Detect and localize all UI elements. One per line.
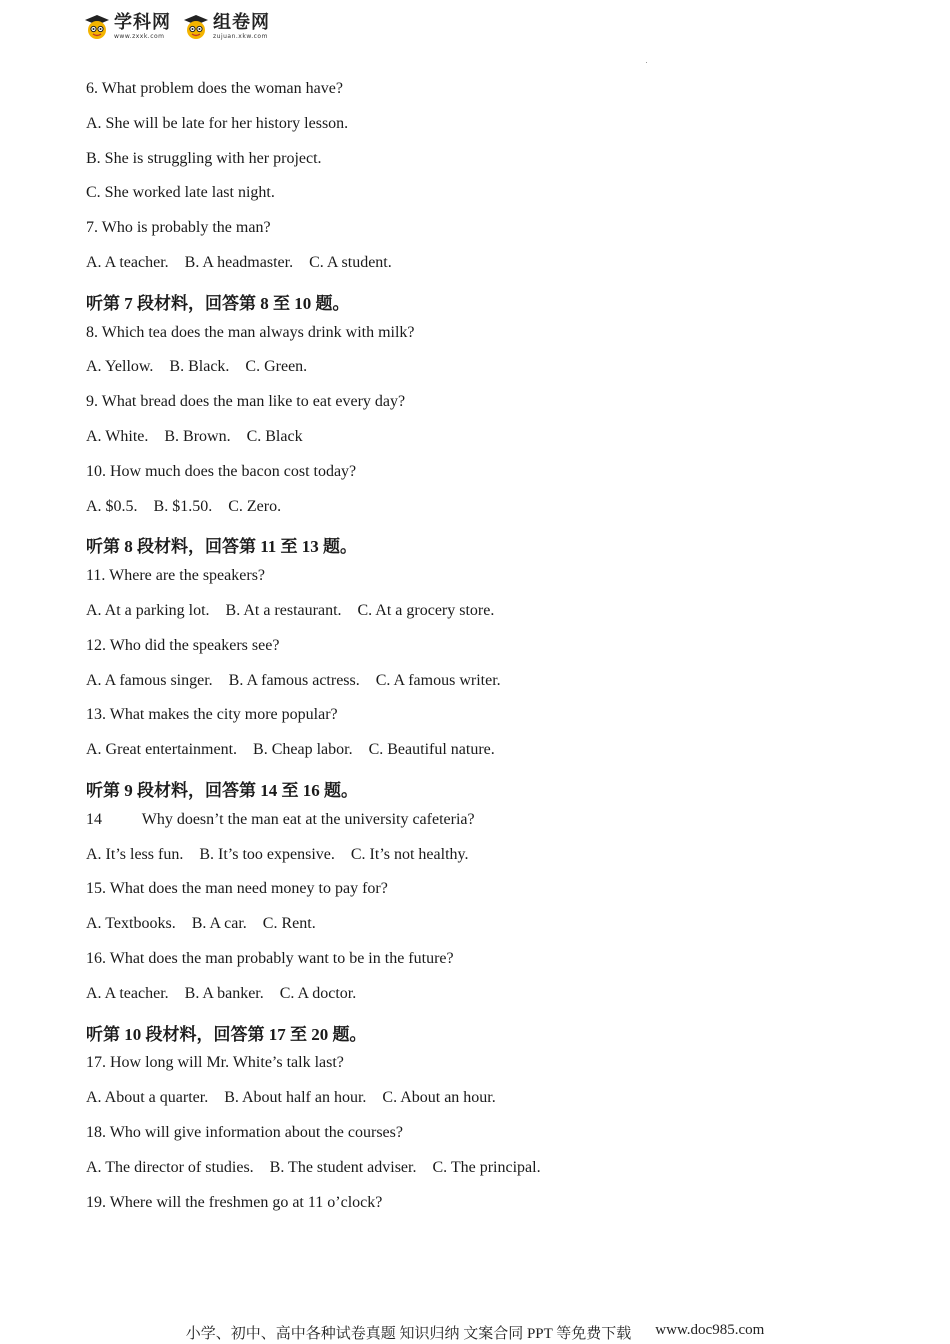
question-text: 16. What does the man probably want to be in the future? (86, 950, 454, 967)
question-text: 10. How much does the bacon cost today? (86, 462, 357, 480)
question-text: 17. How long will Mr. White’s talk last? (86, 1054, 344, 1072)
answer-options: A. A teacher. B. A headmaster. C. A student. (86, 254, 392, 271)
page-footer (0, 1322, 950, 1343)
answer-options: C. She worked late last night. (86, 184, 275, 202)
question-text: 15. What does the man need money to pay for? (86, 880, 388, 898)
mascot-icon (84, 14, 110, 40)
question-text: 6. What problem does the woman have? (86, 80, 343, 97)
question-text: 9. What bread does the man like to eat every day? (86, 393, 406, 411)
page-header (84, 14, 270, 40)
section-heading: 听第 9 段材料，回答第 14 至 16 题。 (86, 781, 358, 800)
footer-text: 小学、初中、高中各种试卷真题 知识归纳 文案合同 PPT 等免费下载 (185, 1326, 632, 1342)
section-heading: 听第 10 段材料，回答第 17 至 20 题。 (86, 1024, 367, 1044)
answer-options: A. A teacher. B. A banker. C. A doctor. (86, 984, 357, 1002)
answer-options: A. Yellow. B. Black. C. Green. (86, 358, 308, 376)
mascot-icon (183, 14, 209, 40)
answer-options: A. $0.5. B. $1.50. C. Zero. (86, 497, 282, 515)
answer-options: A. Textbooks. B. A car. C. Rent. (86, 915, 316, 933)
logo-url: www.zxxk.com (114, 33, 165, 40)
answer-options: A. At a parking lot. B. At a restaurant. C. At a grocery store. (86, 602, 495, 619)
answer-options: A. Great entertainment. B. Cheap labor. C. Beautiful nature. (86, 741, 495, 759)
answer-options: A. White. B. Brown. C. Black (86, 428, 303, 445)
section-heading: 听第 8 段材料，回答第 11 至 13 题。 (86, 537, 358, 557)
logo-title: 学科网 (114, 12, 171, 33)
answer-options: A. It’s less fun. B. It’s too expensive. C. It’s not healthy. (86, 845, 469, 863)
answer-options: A. About a quarter. B. About half an hour. C. About an hour. (86, 1089, 496, 1107)
question-text: 12. Who did the speakers see? (86, 636, 280, 654)
footer-link[interactable]: www.doc985.com (655, 1322, 765, 1338)
question-text: 14 Why doesn’t the man eat at the university cafeteria? (86, 810, 475, 828)
question-text: 19. Where will the freshmen go at 11 o’clock? (86, 1193, 383, 1211)
question-text: 13. What makes the city more popular? (86, 706, 338, 724)
zxxk-logo[interactable] (84, 14, 171, 40)
logo-title: 组卷网 (213, 12, 270, 33)
question-text: 18. Who will give information about the courses? (86, 1124, 403, 1141)
section-heading: 听第 7 段材料，回答第 8 至 10 题。 (86, 293, 350, 313)
stray-dot (646, 62, 647, 63)
zujuan-logo[interactable] (183, 14, 270, 40)
answer-options: A. She will be late for her history lesson. (86, 114, 349, 132)
answer-options: A. A famous singer. B. A famous actress. C. A famous writer. (86, 671, 501, 689)
answer-options: A. The director of studies. B. The student adviser. C. The principal. (86, 1158, 541, 1176)
question-text: 7. Who is probably the man? (86, 219, 271, 237)
question-text: 8. Which tea does the man always drink with milk? (86, 323, 415, 341)
logo-url: zujuan.xkw.com (213, 33, 268, 40)
answer-options: B. She is struggling with her project. (86, 149, 322, 167)
question-text: 11. Where are the speakers? (86, 567, 266, 585)
